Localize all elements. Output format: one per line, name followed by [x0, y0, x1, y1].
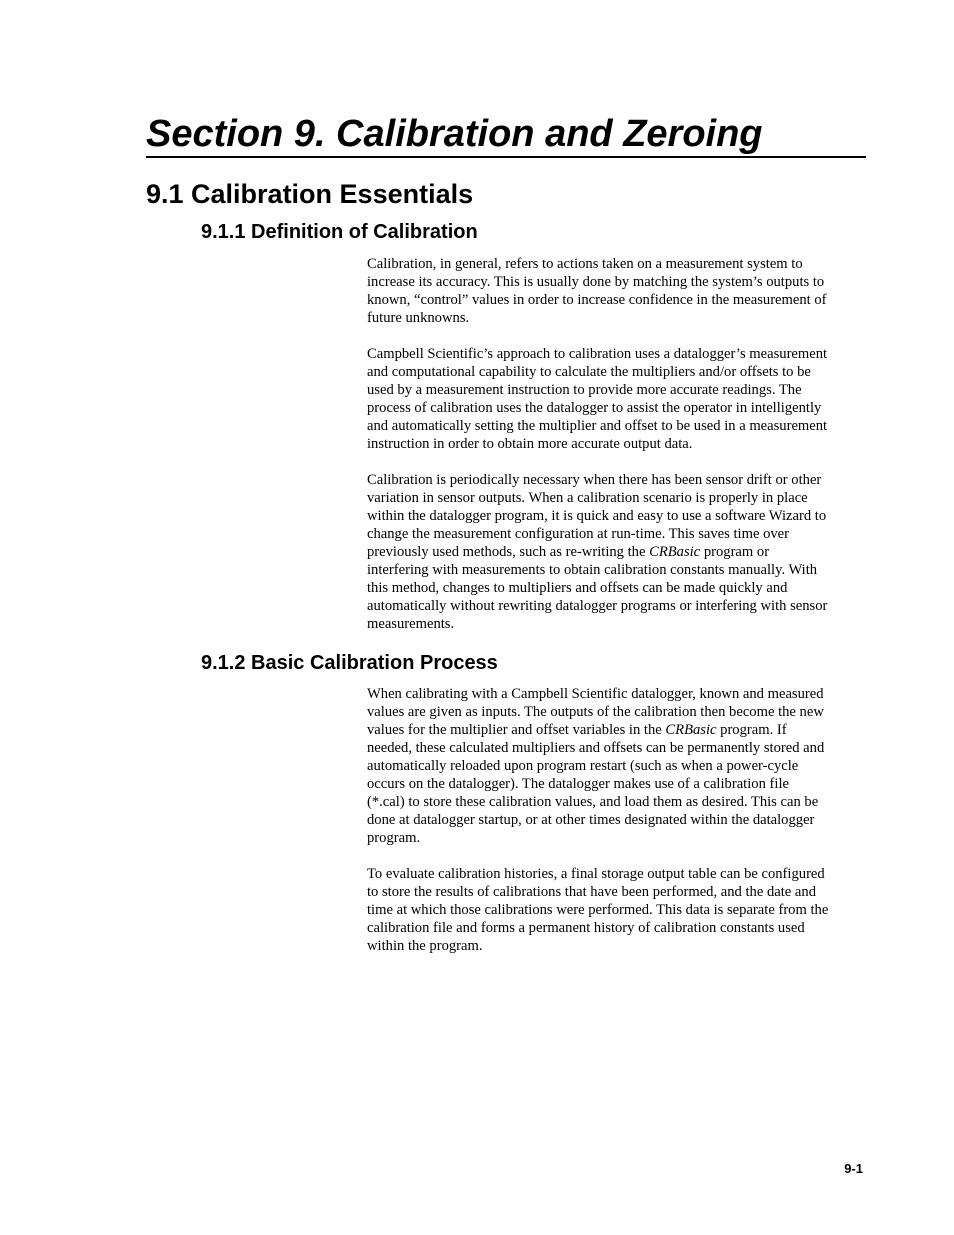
- text-run: program or interfering with measurements to obtain calibration constants manually. With this method, changes to multipliers and offsets can be made quickly and automatically without rewriting datalogger programs or interfering with sensor measurements.: [367, 544, 828, 632]
- page-number: 9-1: [844, 1161, 863, 1176]
- text-run: When calibrating with a Campbell Scientific datalogger, known and measured values are given as inputs. The outputs of the calibration then become the new values for the multiplier and offset variables in the: [367, 686, 824, 738]
- paragraph: [367, 685, 867, 847]
- section-9-1-2-heading: 9.1.2 Basic Calibration Process: [201, 652, 498, 674]
- emphasis-crbasic: CRBasic: [649, 544, 701, 560]
- emphasis-crbasic: CRBasic: [665, 722, 717, 738]
- page-title: Section 9. Calibration and Zeroing: [146, 113, 763, 155]
- section-9-1-heading: 9.1 Calibration Essentials: [146, 179, 474, 209]
- text-run: program. If needed, these calculated multipliers and offsets can be permanently stored and automatically reloaded upon program restart (such as when a power-cycle occurs on the datalogger). The datalogger makes use of a calibration file (*.cal) to store these calibration values, and load them as desired. This can be done at datalogger startup, or at other times designated within the datalogger program.: [367, 722, 825, 846]
- section-9-1-2-body: [367, 685, 867, 955]
- paragraph: To evaluate calibration histories, a final storage output table can be configured to store the results of calibrations that have been performed, and the date and time at which those calibrations were performed. This data is separate from the calibration file and forms a permanent history of calibration constants used within the program.: [367, 866, 829, 954]
- title-rule: [146, 156, 866, 158]
- paragraph: Calibration, in general, refers to actions taken on a measurement system to increase its accuracy. This is usually done by matching the system’s outputs to known, “control” values in order to increase confidence in the measurement of future unknowns.: [367, 256, 827, 326]
- section-9-1-1-heading: 9.1.1 Definition of Calibration: [201, 221, 478, 243]
- text-run: Calibration is periodically necessary when there has been sensor drift or other variation in sensor outputs. When a calibration scenario is properly in place within the datalogger program, it is quick and easy to use a software Wizard to change the measurement configuration at run-time. This saves time over previously used methods, such as re-writing the: [367, 472, 827, 560]
- paragraph: Campbell Scientific’s approach to calibration uses a datalogger’s measurement and computational capability to calculate the multipliers and/or offsets to be used by a measurement instruction to provide more accurate readings. The process of calibration uses the datalogger to assist the operator in intelligently and automatically setting the multiplier and offset to be used in a measurement instruction in order to obtain more accurate output data.: [367, 346, 828, 452]
- paragraph: [367, 471, 867, 633]
- section-9-1-1-body: [367, 255, 867, 633]
